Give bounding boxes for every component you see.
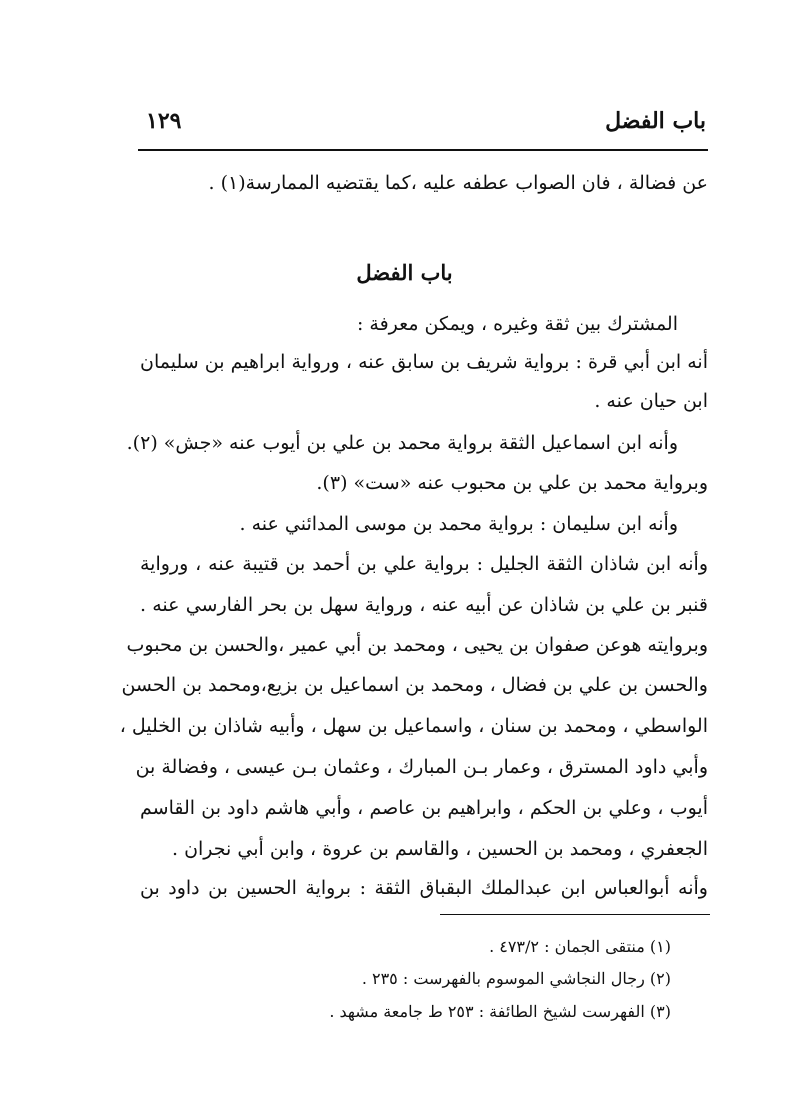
page-number: ١٢٩ — [146, 108, 182, 134]
section-title: باب الفضل — [356, 260, 453, 285]
footnote-divider — [440, 914, 710, 915]
body-line: وأنه ابن اسماعيل الثقة برواية محمد بن علي بن أيوب عنه «جش» (٢). — [126, 432, 678, 454]
body-line: أنه ابن أبي قرة : برواية شريف بن سابق عنه ، ورواية ابراهيم بن سليمان — [140, 351, 708, 373]
body-line: وأنه أبوالعباس ابن عبدالملك البقباق الثقة : برواية الحسين بن داود بن — [140, 877, 708, 899]
footnote: (٣) الفهرست لشيخ الطائفة : ٢٥٣ ط جامعة مشهد . — [329, 1002, 671, 1021]
body-line: وأنه ابن سليمان : برواية محمد بن موسى المدائني عنه . — [239, 513, 678, 535]
page-header — [138, 108, 706, 144]
body-line: قنبر بن علي بن شاذان عن أبيه عنه ، ورواية سهل بن بحر الفارسي عنه . — [140, 594, 708, 616]
footnote: (١) منتقى الجمان : ٤٧٣/٢ . — [489, 937, 671, 956]
intro-line: عن فضالة ، فان الصواب عطفه عليه ،كما يقتضيه الممارسة(١) . — [208, 172, 708, 194]
body-line: والحسن بن علي بن فضال ، ومحمد بن اسماعيل بن بزيع،ومحمد بن الحسن — [121, 674, 708, 696]
body-line: وبروايته هوعن صفوان بن يحيى ، ومحمد بن أبي عمير ،والحسن بن محبوب — [126, 634, 708, 656]
body-line: الواسطي ، ومحمد بن سنان ، واسماعيل بن سهل ، وأبيه شاذان بن الخليل ، — [119, 715, 708, 737]
body-line: المشترك بين ثقة وغيره ، ويمكن معرفة : — [356, 313, 678, 335]
running-head-title: باب الفضل — [605, 108, 706, 134]
footnote: (٢) رجال النجاشي الموسوم بالفهرست : ٢٣٥ . — [361, 969, 671, 988]
body-line: وأبي داود المسترق ، وعمار بـن المبارك ، وعثمان بـن عيسى ، وفضالة بن — [135, 756, 708, 778]
body-line: الجعفري ، ومحمد بن الحسين ، والقاسم بن عروة ، وابن أبي نجران . — [171, 838, 708, 860]
body-line: وأنه ابن شاذان الثقة الجليل : برواية علي بن أحمد بن قتيبة عنه ، ورواية — [140, 553, 708, 575]
body-line: وبرواية محمد بن علي بن محبوب عنه «ست» (٣). — [316, 472, 708, 494]
header-divider — [138, 149, 708, 151]
body-line: أيوب ، وعلي بن الحكم ، وابراهيم بن عاصم ، وأبي هاشم داود بن القاسم — [140, 797, 708, 819]
body-line: ابن حيان عنه . — [594, 390, 708, 412]
